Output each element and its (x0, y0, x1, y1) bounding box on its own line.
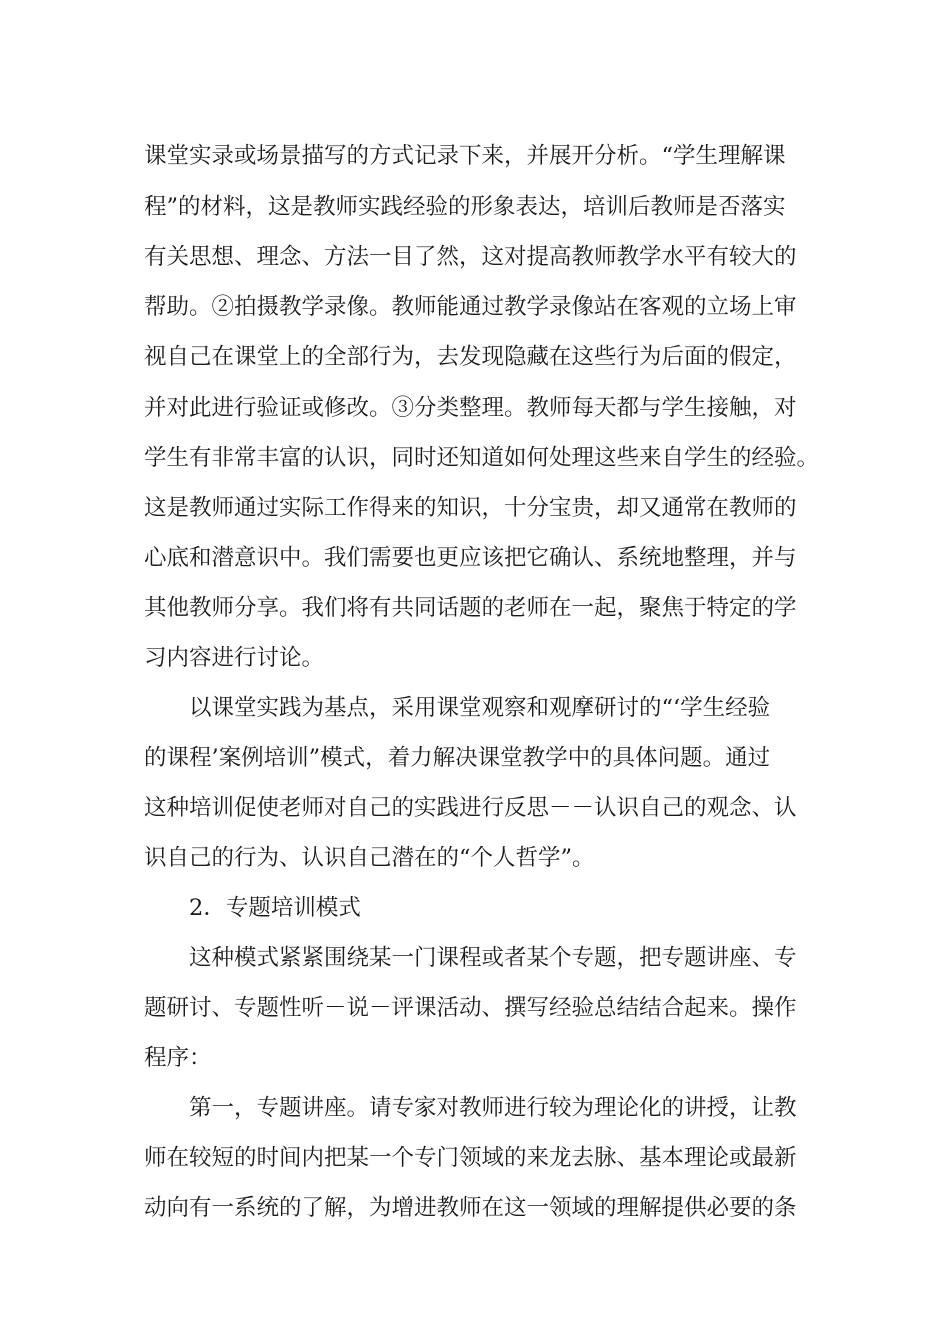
text-line: 其他教师分享。我们将有共同话题的老师在一起，聚焦于特定的学 (144, 595, 797, 621)
paragraph-start-line: 第一，专题讲座。请专家对教师进行较为理论化的讲授，让教 (189, 1095, 797, 1121)
text-line: 视自己在课堂上的全部行为，去发现隐藏在这些行为后面的假定， (144, 344, 797, 370)
text-line: 有关思想、理念、方法一目了然，这对提高教师教学水平有较大的 (144, 244, 797, 270)
text-line: 识自己的行为、认识自己潜在的“个人哲学”。 (144, 845, 595, 871)
text-line: 程”的材料，这是教师实践经验的形象表达，培训后教师是否落实 (144, 194, 786, 220)
text-line: 帮助。②拍摄教学录像。教师能通过教学录像站在客观的立场上审 (144, 294, 797, 320)
text-line: 题研讨、专题性听－说－评课活动、撰写经验总结结合起来。操作 (144, 995, 797, 1021)
text-line: 并对此进行验证或修改。③分类整理。教师每天都与学生接触，对 (144, 395, 797, 421)
text-line: 这种培训促使老师对自己的实践进行反思－－认识自己的观念、认 (144, 795, 797, 821)
section-heading: 2．专题培训模式 (189, 895, 361, 921)
text-line: 课堂实录或场景描写的方式记录下来，并展开分析。“学生理解课 (144, 143, 786, 169)
text-line: 这是教师通过实际工作得来的知识，十分宝贵，却又通常在教师的 (144, 495, 797, 521)
text-line: 的课程’案例培训”模式，着力解决课堂教学中的具体问题。通过 (144, 745, 771, 771)
text-line: 心底和潜意识中。我们需要也更应该把它确认、系统地整理，并与 (144, 545, 797, 571)
text-line: 动向有一系统的了解，为增进教师在这一领域的理解提供必要的条 (144, 1195, 797, 1221)
text-line: 师在较短的时间内把某一个专门领域的来龙去脉、基本理论或最新 (144, 1145, 797, 1171)
paragraph-start-line: 以课堂实践为基点，采用课堂观察和观摩研讨的“‘学生经验 (189, 695, 771, 721)
text-line: 学生有非常丰富的认识，同时还知道如何处理这些来自学生的经验。 (144, 445, 820, 471)
text-line: 程序： (144, 1045, 212, 1071)
text-line: 习内容进行讨论。 (144, 645, 325, 671)
paragraph-start-line: 这种模式紧紧围绕某一门课程或者某个专题，把专题讲座、专 (189, 945, 797, 971)
